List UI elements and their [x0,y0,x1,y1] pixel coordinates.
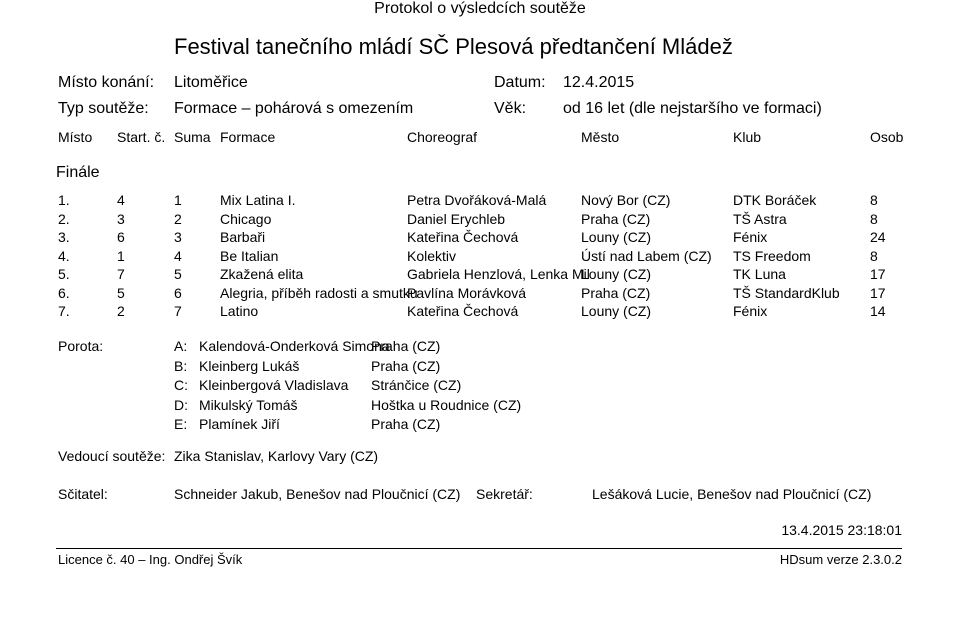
cell-club: Fénix [733,303,768,319]
jury-name: Plamínek Jiří [199,416,280,432]
cell-persons: 8 [870,210,878,227]
age-value: od 16 let (dle nejstaršího ve formaci) [563,100,822,117]
cell-sum: 4 [174,247,182,264]
jury-city: Praha (CZ) [371,357,441,374]
jury-name: Kleinbergová Vladislava [199,377,349,393]
cell-formation: Latino [220,303,259,319]
jury-letter: C: [174,377,188,393]
col-sum: Suma [174,129,211,145]
col-persons: Osob [870,129,904,145]
date-label: Datum: [494,74,546,91]
type-label: Typ soutěže: [58,100,149,117]
col-place: Místo [58,129,93,145]
cell-city: Louny (CZ) [581,229,652,245]
cell-persons: 14 [870,303,886,319]
cell-start: 3 [117,210,125,227]
cell-choreographer: Kateřina Čechová [407,303,519,319]
jury-letter: E: [174,416,188,432]
cell-sum: 3 [174,229,182,245]
date-value: 12.4.2015 [563,74,635,91]
cell-formation: Zkažená elita [220,266,304,282]
secretary-label: Sekretář: [476,486,533,502]
counter-value: Schneider Jakub, Benešov nad Ploučnicí (CZ) [174,486,461,502]
cell-sum: 5 [174,266,182,282]
cell-city: Ústí nad Labem (CZ) [581,247,712,264]
cell-start: 1 [117,247,125,264]
cell-persons: 24 [870,229,886,245]
cell-sum: 7 [174,303,182,319]
jury-name: Mikulský Tomáš [199,396,298,413]
cell-place: 4. [58,247,70,264]
col-start: Start. č. [117,129,166,145]
cell-choreographer: Kolektiv [407,247,457,264]
cell-city: Praha (CZ) [581,210,651,227]
cell-club: DTK Boráček [733,192,817,208]
jury-name: Kalendová-Onderková Simona [199,338,390,354]
cell-choreographer: Kateřina Čechová [407,229,519,245]
col-city: Město [581,129,620,145]
jury-letter: B: [174,357,188,374]
cell-club: TK Luna [733,266,786,282]
jury-city: Praha (CZ) [371,338,441,354]
version-text: HDsum verze 2.3.0.2 [779,552,902,567]
jury-city: Praha (CZ) [371,416,441,432]
final-label: Finále [56,164,100,181]
cell-choreographer: Gabriela Henzlová, Lenka Mil [407,266,590,282]
cell-place: 3. [58,229,70,245]
cell-sum: 6 [174,284,182,301]
cell-choreographer: Daniel Erychleb [407,210,506,227]
cell-city: Louny (CZ) [581,266,652,282]
cell-club: TŠ StandardKlub [733,284,840,301]
jury-letter: D: [174,396,188,413]
cell-place: 1. [58,192,70,208]
event-title: Festival tanečního mládí SČ Plesová předtančení Mládež [174,34,733,59]
counter-label: Sčitatel: [58,486,108,502]
cell-persons: 8 [870,192,878,208]
jury-city: Hoštka u Roudnice (CZ) [371,396,522,413]
col-club: Klub [733,129,762,145]
col-formation: Formace [220,129,276,145]
cell-start: 6 [117,229,125,245]
footer-divider [56,548,902,549]
cell-persons: 8 [870,247,878,264]
protocol-title: Protokol o výsledcích soutěže [374,0,586,17]
cell-place: 5. [58,266,70,282]
cell-place: 7. [58,303,70,319]
timestamp: 13.4.2015 23:18:01 [781,522,902,538]
cell-club: TS Freedom [733,247,811,264]
cell-city: Louny (CZ) [581,303,652,319]
cell-club: TŠ Astra [733,210,787,227]
license-text: Licence č. 40 – Ing. Ondřej Švík [58,552,243,567]
col-choreographer: Choreograf [407,129,478,145]
cell-sum: 2 [174,210,182,227]
cell-city: Praha (CZ) [581,284,651,301]
cell-formation: Mix Latina I. [220,192,296,208]
jury-label: Porota: [58,338,104,354]
leader-value: Zika Stanislav, Karlovy Vary (CZ) [174,448,379,464]
cell-persons: 17 [870,266,886,282]
cell-start: 7 [117,266,125,282]
age-label: Věk: [494,100,527,117]
cell-choreographer: Petra Dvořáková-Malá [407,192,547,208]
cell-start: 2 [117,303,125,319]
cell-formation: Alegria, příběh radosti a smutku [220,284,418,301]
cell-persons: 17 [870,284,886,301]
cell-start: 5 [117,284,125,301]
jury-letter: A: [174,338,188,354]
jury-city: Stránčice (CZ) [371,377,462,393]
secretary-value: Lešáková Lucie, Benešov nad Ploučnicí (CZ) [592,486,872,502]
cell-club: Fénix [733,229,768,245]
cell-start: 4 [117,192,125,208]
venue-label: Místo konání: [58,74,155,91]
cell-place: 6. [58,284,70,301]
cell-formation: Be Italian [220,247,279,264]
venue-value: Litoměřice [174,74,248,91]
type-value: Formace – pohárová s omezením [174,100,414,117]
leader-label: Vedoucí soutěže: [58,448,166,464]
cell-city: Nový Bor (CZ) [581,192,671,208]
cell-formation: Chicago [220,210,272,227]
jury-name: Kleinberg Lukáš [199,357,300,374]
cell-formation: Barbaři [220,229,266,245]
cell-sum: 1 [174,192,182,208]
cell-choreographer: Pavlína Morávková [407,284,527,301]
cell-place: 2. [58,210,70,227]
